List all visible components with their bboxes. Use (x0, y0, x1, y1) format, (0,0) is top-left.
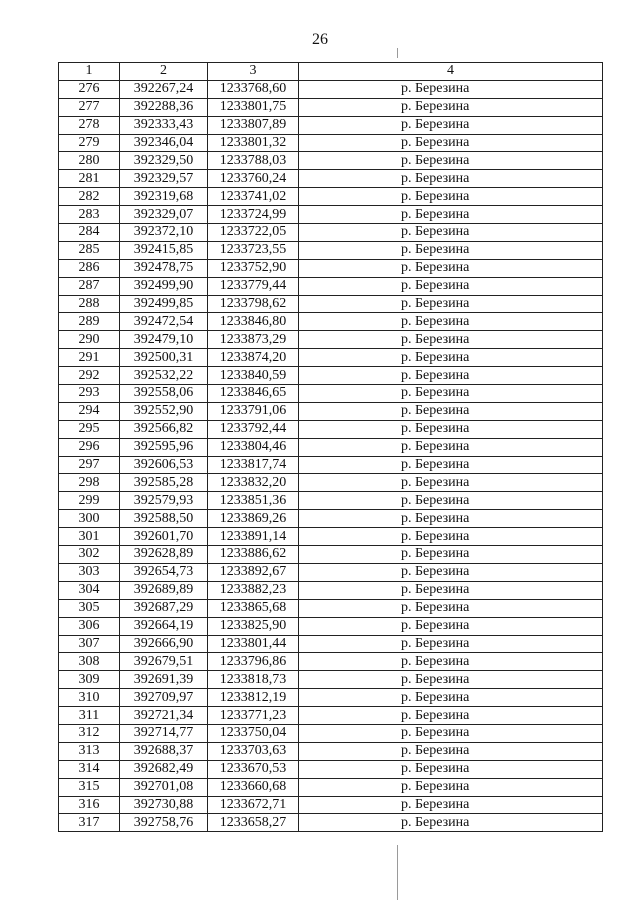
object-name-cell: р. Березина (299, 241, 603, 259)
column-header-x: 2 (120, 63, 208, 81)
coordinates-table (58, 62, 603, 832)
point-number-cell: 278 (59, 116, 120, 134)
point-number-cell: 285 (59, 241, 120, 259)
y-coordinate-cell: 1233741,02 (208, 188, 299, 206)
x-coordinate-cell: 392688,37 (120, 742, 208, 760)
y-coordinate-cell: 1233768,60 (208, 80, 299, 98)
table-row (59, 367, 603, 385)
object-name-cell: р. Березина (299, 80, 603, 98)
object-name-cell: р. Березина (299, 349, 603, 367)
x-coordinate-cell: 392721,34 (120, 707, 208, 725)
point-number-cell: 307 (59, 635, 120, 653)
point-number-cell: 281 (59, 170, 120, 188)
table-row (59, 259, 603, 277)
point-number-cell: 317 (59, 814, 120, 832)
object-name-cell: р. Березина (299, 331, 603, 349)
table-row (59, 420, 603, 438)
object-name-cell: р. Березина (299, 152, 603, 170)
point-number-cell: 315 (59, 778, 120, 796)
table-row (59, 80, 603, 98)
y-coordinate-cell: 1233658,27 (208, 814, 299, 832)
y-coordinate-cell: 1233703,63 (208, 742, 299, 760)
object-name-cell: р. Березина (299, 170, 603, 188)
x-coordinate-cell: 392479,10 (120, 331, 208, 349)
table-body (59, 80, 603, 831)
y-coordinate-cell: 1233792,44 (208, 420, 299, 438)
table-row (59, 241, 603, 259)
point-number-cell: 305 (59, 599, 120, 617)
table-row (59, 510, 603, 528)
table-row (59, 599, 603, 617)
x-coordinate-cell: 392415,85 (120, 241, 208, 259)
column-header-number: 1 (59, 63, 120, 81)
x-coordinate-cell: 392691,39 (120, 671, 208, 689)
object-name-cell: р. Березина (299, 313, 603, 331)
table-row (59, 635, 603, 653)
table-row (59, 581, 603, 599)
table-row (59, 671, 603, 689)
object-name-cell: р. Березина (299, 492, 603, 510)
object-name-cell: р. Березина (299, 98, 603, 116)
x-coordinate-cell: 392288,36 (120, 98, 208, 116)
point-number-cell: 295 (59, 420, 120, 438)
object-name-cell: р. Березина (299, 510, 603, 528)
table-row (59, 814, 603, 832)
object-name-cell: р. Березина (299, 546, 603, 564)
x-coordinate-cell: 392595,96 (120, 438, 208, 456)
y-coordinate-cell: 1233825,90 (208, 617, 299, 635)
point-number-cell: 303 (59, 563, 120, 581)
object-name-cell: р. Березина (299, 188, 603, 206)
y-coordinate-cell: 1233817,74 (208, 456, 299, 474)
object-name-cell: р. Березина (299, 277, 603, 295)
x-coordinate-cell: 392346,04 (120, 134, 208, 152)
x-coordinate-cell: 392730,88 (120, 796, 208, 814)
point-number-cell: 296 (59, 438, 120, 456)
x-coordinate-cell: 392372,10 (120, 224, 208, 242)
x-coordinate-cell: 392666,90 (120, 635, 208, 653)
x-coordinate-cell: 392758,76 (120, 814, 208, 832)
object-name-cell: р. Березина (299, 778, 603, 796)
table-row (59, 385, 603, 403)
point-number-cell: 276 (59, 80, 120, 98)
x-coordinate-cell: 392267,24 (120, 80, 208, 98)
object-name-cell: р. Березина (299, 438, 603, 456)
point-number-cell: 302 (59, 546, 120, 564)
scan-artifact-line (397, 48, 398, 58)
table-row (59, 653, 603, 671)
table-row (59, 277, 603, 295)
y-coordinate-cell: 1233865,68 (208, 599, 299, 617)
table-row (59, 474, 603, 492)
table-row (59, 206, 603, 224)
table-row (59, 617, 603, 635)
point-number-cell: 291 (59, 349, 120, 367)
point-number-cell: 283 (59, 206, 120, 224)
y-coordinate-cell: 1233892,67 (208, 563, 299, 581)
scan-artifact-line (397, 845, 398, 900)
table-row (59, 295, 603, 313)
point-number-cell: 316 (59, 796, 120, 814)
x-coordinate-cell: 392532,22 (120, 367, 208, 385)
table-row (59, 438, 603, 456)
y-coordinate-cell: 1233752,90 (208, 259, 299, 277)
column-header-name: 4 (299, 63, 603, 81)
object-name-cell: р. Березина (299, 724, 603, 742)
point-number-cell: 288 (59, 295, 120, 313)
object-name-cell: р. Березина (299, 635, 603, 653)
x-coordinate-cell: 392329,57 (120, 170, 208, 188)
object-name-cell: р. Березина (299, 707, 603, 725)
point-number-cell: 277 (59, 98, 120, 116)
x-coordinate-cell: 392500,31 (120, 349, 208, 367)
y-coordinate-cell: 1233891,14 (208, 528, 299, 546)
x-coordinate-cell: 392701,08 (120, 778, 208, 796)
table-row (59, 689, 603, 707)
object-name-cell: р. Березина (299, 617, 603, 635)
x-coordinate-cell: 392478,75 (120, 259, 208, 277)
table-row (59, 707, 603, 725)
table-row (59, 563, 603, 581)
y-coordinate-cell: 1233832,20 (208, 474, 299, 492)
object-name-cell: р. Березина (299, 259, 603, 277)
object-name-cell: р. Березина (299, 742, 603, 760)
object-name-cell: р. Березина (299, 385, 603, 403)
object-name-cell: р. Березина (299, 653, 603, 671)
object-name-cell: р. Березина (299, 581, 603, 599)
object-name-cell: р. Березина (299, 402, 603, 420)
point-number-cell: 280 (59, 152, 120, 170)
object-name-cell: р. Березина (299, 116, 603, 134)
object-name-cell: р. Березина (299, 367, 603, 385)
y-coordinate-cell: 1233724,99 (208, 206, 299, 224)
table-row (59, 313, 603, 331)
point-number-cell: 279 (59, 134, 120, 152)
object-name-cell: р. Березина (299, 456, 603, 474)
point-number-cell: 313 (59, 742, 120, 760)
x-coordinate-cell: 392558,06 (120, 385, 208, 403)
table-row (59, 98, 603, 116)
x-coordinate-cell: 392628,89 (120, 546, 208, 564)
point-number-cell: 314 (59, 760, 120, 778)
y-coordinate-cell: 1233804,46 (208, 438, 299, 456)
point-number-cell: 289 (59, 313, 120, 331)
point-number-cell: 308 (59, 653, 120, 671)
table-row (59, 742, 603, 760)
x-coordinate-cell: 392499,85 (120, 295, 208, 313)
point-number-cell: 294 (59, 402, 120, 420)
point-number-cell: 290 (59, 331, 120, 349)
point-number-cell: 298 (59, 474, 120, 492)
x-coordinate-cell: 392689,89 (120, 581, 208, 599)
x-coordinate-cell: 392588,50 (120, 510, 208, 528)
point-number-cell: 299 (59, 492, 120, 510)
y-coordinate-cell: 1233672,71 (208, 796, 299, 814)
table-row (59, 528, 603, 546)
object-name-cell: р. Березина (299, 224, 603, 242)
y-coordinate-cell: 1233869,26 (208, 510, 299, 528)
object-name-cell: р. Березина (299, 295, 603, 313)
x-coordinate-cell: 392579,93 (120, 492, 208, 510)
point-number-cell: 304 (59, 581, 120, 599)
x-coordinate-cell: 392552,90 (120, 402, 208, 420)
object-name-cell: р. Березина (299, 563, 603, 581)
table-row (59, 760, 603, 778)
y-coordinate-cell: 1233846,65 (208, 385, 299, 403)
point-number-cell: 300 (59, 510, 120, 528)
point-number-cell: 292 (59, 367, 120, 385)
table-row (59, 456, 603, 474)
y-coordinate-cell: 1233840,59 (208, 367, 299, 385)
y-coordinate-cell: 1233882,23 (208, 581, 299, 599)
table-row (59, 224, 603, 242)
table-row (59, 116, 603, 134)
x-coordinate-cell: 392319,68 (120, 188, 208, 206)
table-row (59, 492, 603, 510)
y-coordinate-cell: 1233660,68 (208, 778, 299, 796)
point-number-cell: 301 (59, 528, 120, 546)
object-name-cell: р. Березина (299, 760, 603, 778)
y-coordinate-cell: 1233818,73 (208, 671, 299, 689)
y-coordinate-cell: 1233801,75 (208, 98, 299, 116)
table-row (59, 724, 603, 742)
y-coordinate-cell: 1233791,06 (208, 402, 299, 420)
y-coordinate-cell: 1233807,89 (208, 116, 299, 134)
object-name-cell: р. Березина (299, 474, 603, 492)
x-coordinate-cell: 392329,07 (120, 206, 208, 224)
point-number-cell: 284 (59, 224, 120, 242)
column-header-y: 3 (208, 63, 299, 81)
y-coordinate-cell: 1233722,05 (208, 224, 299, 242)
table-row (59, 796, 603, 814)
object-name-cell: р. Березина (299, 206, 603, 224)
x-coordinate-cell: 392499,90 (120, 277, 208, 295)
point-number-cell: 293 (59, 385, 120, 403)
object-name-cell: р. Березина (299, 134, 603, 152)
x-coordinate-cell: 392714,77 (120, 724, 208, 742)
x-coordinate-cell: 392606,53 (120, 456, 208, 474)
x-coordinate-cell: 392472,54 (120, 313, 208, 331)
point-number-cell: 287 (59, 277, 120, 295)
y-coordinate-cell: 1233812,19 (208, 689, 299, 707)
x-coordinate-cell: 392333,43 (120, 116, 208, 134)
x-coordinate-cell: 392585,28 (120, 474, 208, 492)
point-number-cell: 311 (59, 707, 120, 725)
y-coordinate-cell: 1233801,32 (208, 134, 299, 152)
y-coordinate-cell: 1233796,86 (208, 653, 299, 671)
y-coordinate-cell: 1233723,55 (208, 241, 299, 259)
point-number-cell: 286 (59, 259, 120, 277)
x-coordinate-cell: 392687,29 (120, 599, 208, 617)
point-number-cell: 306 (59, 617, 120, 635)
object-name-cell: р. Березина (299, 671, 603, 689)
object-name-cell: р. Березина (299, 420, 603, 438)
x-coordinate-cell: 392329,50 (120, 152, 208, 170)
table-row (59, 134, 603, 152)
table-row (59, 170, 603, 188)
table-row (59, 331, 603, 349)
y-coordinate-cell: 1233873,29 (208, 331, 299, 349)
x-coordinate-cell: 392679,51 (120, 653, 208, 671)
object-name-cell: р. Березина (299, 814, 603, 832)
point-number-cell: 309 (59, 671, 120, 689)
y-coordinate-cell: 1233798,62 (208, 295, 299, 313)
point-number-cell: 312 (59, 724, 120, 742)
table-row (59, 349, 603, 367)
table-header-row (59, 63, 603, 81)
object-name-cell: р. Березина (299, 796, 603, 814)
y-coordinate-cell: 1233788,03 (208, 152, 299, 170)
x-coordinate-cell: 392601,70 (120, 528, 208, 546)
table-row (59, 152, 603, 170)
page-number: 26 (312, 31, 328, 48)
y-coordinate-cell: 1233874,20 (208, 349, 299, 367)
y-coordinate-cell: 1233886,62 (208, 546, 299, 564)
x-coordinate-cell: 392709,97 (120, 689, 208, 707)
object-name-cell: р. Березина (299, 528, 603, 546)
table-row (59, 402, 603, 420)
x-coordinate-cell: 392566,82 (120, 420, 208, 438)
y-coordinate-cell: 1233670,53 (208, 760, 299, 778)
y-coordinate-cell: 1233760,24 (208, 170, 299, 188)
y-coordinate-cell: 1233771,23 (208, 707, 299, 725)
y-coordinate-cell: 1233801,44 (208, 635, 299, 653)
table-row (59, 188, 603, 206)
x-coordinate-cell: 392682,49 (120, 760, 208, 778)
point-number-cell: 297 (59, 456, 120, 474)
x-coordinate-cell: 392654,73 (120, 563, 208, 581)
x-coordinate-cell: 392664,19 (120, 617, 208, 635)
point-number-cell: 310 (59, 689, 120, 707)
y-coordinate-cell: 1233846,80 (208, 313, 299, 331)
object-name-cell: р. Березина (299, 599, 603, 617)
y-coordinate-cell: 1233750,04 (208, 724, 299, 742)
table-row (59, 778, 603, 796)
y-coordinate-cell: 1233779,44 (208, 277, 299, 295)
y-coordinate-cell: 1233851,36 (208, 492, 299, 510)
table-row (59, 546, 603, 564)
object-name-cell: р. Березина (299, 689, 603, 707)
point-number-cell: 282 (59, 188, 120, 206)
